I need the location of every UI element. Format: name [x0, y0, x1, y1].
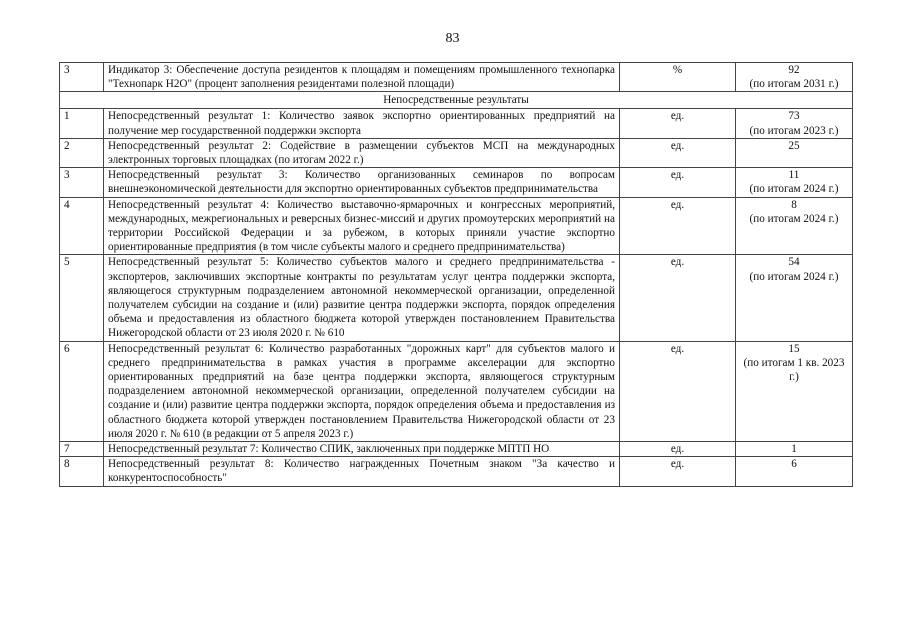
- row-value-note: (по итогам 2024 г.): [749, 183, 839, 196]
- row-value-cell: [736, 255, 853, 341]
- row-name: Непосредственный результат 4: Количество выставочно-ярмарочных и конгрессных мероприятий, международных, межрегиональных и реверсных бизнес-миссий и других промоутерских мероприятий на территории Российской Федерации и за рубежом, в которых приняли участие экспортно ориентированные предприятия (в том числе субъекты малого и среднего предпринимательства): [104, 197, 620, 255]
- row-value: 15: [788, 342, 800, 355]
- table-row: [60, 341, 853, 441]
- row-unit: ед.: [620, 109, 736, 138]
- table-row: [60, 197, 853, 255]
- table-row: [60, 457, 853, 486]
- row-name: Непосредственный результат 1: Количество заявок экспортно ориентированных предприятий на получение мер государственной поддержки экспорта: [104, 109, 620, 138]
- table-row: [60, 442, 853, 457]
- row-unit: ед.: [620, 197, 736, 255]
- row-number: 7: [60, 442, 104, 457]
- row-value-note: (по итогам 2023 г.): [749, 124, 839, 137]
- row-value: 1: [791, 443, 797, 456]
- row-value: 54: [788, 256, 800, 269]
- row-value: 8: [791, 198, 797, 211]
- row-value-cell: [736, 138, 853, 167]
- row-number: 8: [60, 457, 104, 486]
- table-row: [60, 138, 853, 167]
- row-unit: ед.: [620, 341, 736, 441]
- row-value-note: (по итогам 2031 г.): [749, 78, 839, 91]
- row-number: 3: [60, 168, 104, 197]
- row-value-cell: [736, 457, 853, 486]
- row-unit: ед.: [620, 442, 736, 457]
- table-row: [60, 255, 853, 341]
- row-unit: ед.: [620, 168, 736, 197]
- row-value-cell: [736, 442, 853, 457]
- row-number: 6: [60, 341, 104, 441]
- row-value-cell: [736, 109, 853, 138]
- indicators-table: [59, 62, 853, 487]
- row-value-note: (по итогам 2024 г.): [749, 212, 839, 225]
- row-number: 5: [60, 255, 104, 341]
- row-value-cell: [736, 341, 853, 441]
- row-number: 2: [60, 138, 104, 167]
- row-value: 11: [788, 169, 800, 182]
- table-row-indicator-3: [60, 63, 853, 92]
- row-unit: ед.: [620, 255, 736, 341]
- row-unit: ед.: [620, 457, 736, 486]
- row-name: Непосредственный результат 7: Количество СПИК, заключенных при поддержке МПТП НО: [104, 442, 620, 457]
- row-value-note: (по итогам 2024 г.): [749, 270, 839, 283]
- row-name: Непосредственный результат 5: Количество субъектов малого и среднего предпринимательства - экспортеров, заключивших экспортные контракты по результатам услуг центра поддержки экспорта, являющегося структурным подразделением автономной некоммерческой организации, определенной получателем субсидии на создание и (или) развитие центра поддержки экспорта, порядок определения объема и предоставления из областного бюджета которой утвержден постановлением Правительства Нижегородской области от 23 июля 2020 г. № 610: [104, 255, 620, 341]
- row-value-cell: [736, 63, 853, 92]
- row-name: Непосредственный результат 3: Количество организованных семинаров по вопросам внешнеэкономической деятельности для экспортно ориентированных субъектов предпринимательства: [104, 168, 620, 197]
- row-value: 25: [788, 139, 800, 152]
- section-title: Непосредственные результаты: [60, 92, 853, 109]
- row-name: Непосредственный результат 8: Количество награжденных Почетным знаком "За качество и конкурентоспособность": [104, 457, 620, 486]
- row-number: 3: [60, 63, 104, 92]
- row-unit: %: [620, 63, 736, 92]
- row-value: 92: [788, 64, 800, 76]
- row-value: 6: [791, 458, 797, 471]
- row-value: 73: [788, 110, 800, 123]
- row-value-cell: [736, 168, 853, 197]
- table-row: [60, 109, 853, 138]
- row-name: Индикатор 3: Обеспечение доступа резидентов к площадям и помещениям промышленного технопарка "Технопарк Н2О" (процент заполнения резидентами полезной площади): [104, 63, 620, 92]
- row-name: Непосредственный результат 6: Количество разработанных "дорожных карт" для субъектов малого и среднего предпринимательства в рамках участия в программе акселерации для экспортно ориентированных предприятий на базе центра поддержки экспорта, являющегося структурным подразделением автономной некоммерческой организации, определенной получателем субсидии на создание и (или) развитие центра поддержки экспорта, порядок определения объема и предоставления из областного бюджета которой утвержден постановлением Правительства Нижегородской области от 23 июля 2020 г. № 610 (в редакции от 5 апреля 2023 г.): [104, 341, 620, 441]
- row-value-cell: [736, 197, 853, 255]
- page-number: 83: [445, 31, 460, 46]
- row-number: 1: [60, 109, 104, 138]
- table-row: [60, 168, 853, 197]
- row-number: 4: [60, 197, 104, 255]
- section-row: [60, 92, 853, 109]
- row-unit: ед.: [620, 138, 736, 167]
- row-name: Непосредственный результат 2: Содействие в размещении субъектов МСП на международных электронных торговых площадках (по итогам 2022 г.): [104, 138, 620, 167]
- row-value-note: (по итогам 1 кв. 2023 г.): [743, 356, 845, 384]
